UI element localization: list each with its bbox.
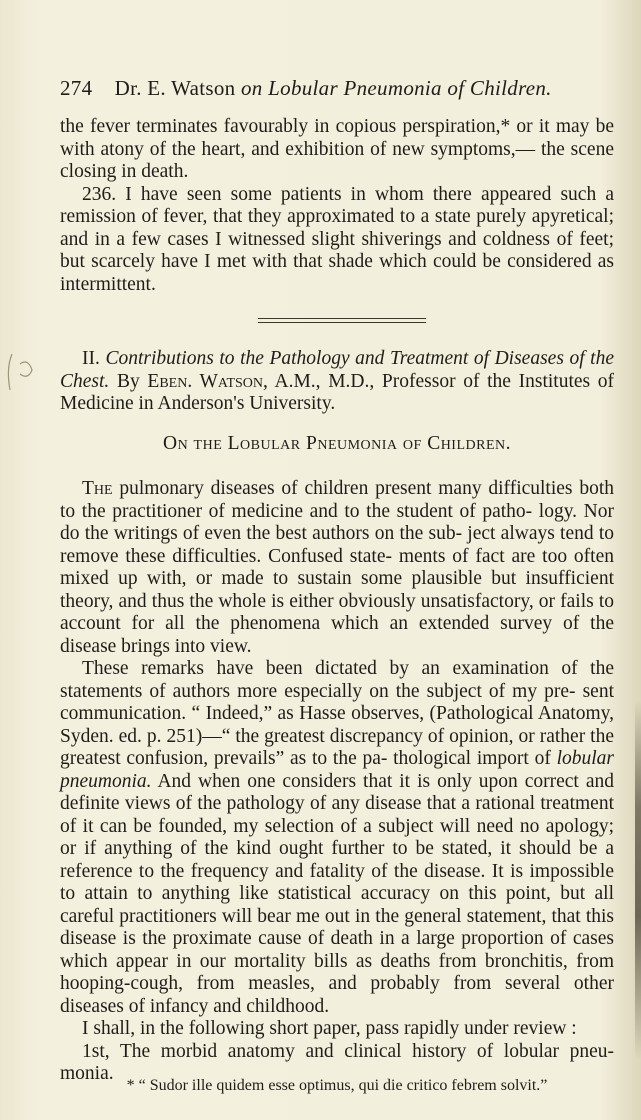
margin-pencil-mark bbox=[2, 350, 38, 394]
header-on: on bbox=[241, 76, 263, 100]
body-paragraph-1-text: pulmonary diseases of children present many difficulties both to the practitioner of medicine and to the student of patho- logy. Nor do the writings of even the best authors on the sub- ject always tend to remove these difficulties. Confused state- ments of fact are too often mixed up with, or made to sustain some plausible but insufficient theory, and thus the whole is either obviously unsatisfactory, or fails to account for all the phenomena which an extended survey of the disease brings into view. bbox=[60, 478, 614, 657]
body-lead-word: The bbox=[82, 478, 113, 499]
article-by: By bbox=[116, 370, 140, 392]
body-paragraph-2 bbox=[60, 658, 614, 1018]
paragraph-235-end: the fever terminates favourably in copious perspiration,* or it may be with atony of the heart, and exhibition of new symptoms,— the scene closing in death. bbox=[60, 116, 614, 182]
article-credentials: A.M., M.D., Professor of the Institutes of Medicine in Anderson's University. bbox=[60, 370, 615, 414]
body-paragraph-2-italic: lobular pneumonia. bbox=[60, 748, 615, 792]
article-author: Eben. Watson, bbox=[147, 370, 268, 392]
article-title: Contributions to the Pathology and Treatment of Diseases of the Chest. bbox=[60, 348, 615, 392]
body-paragraph-4: 1st, The morbid anatomy and clinical history of lobular pneu- monia. bbox=[60, 1040, 614, 1084]
section-divider-top bbox=[258, 318, 426, 319]
article-heading bbox=[60, 348, 614, 416]
body-paragraph-2-a: These remarks have been dictated by an examination of the statements of authors more especially on the subject of my pre- sent communication. “ Indeed,” as Hasse observes, (Pathological Anatomy, Syden. ed. p. 251)—“ the greatest discrepancy of opinion, or rather the greatest confusion, prevails” as to the pa- thological import of bbox=[60, 658, 614, 769]
body-paragraph-1 bbox=[60, 478, 614, 658]
body-paragraph-3: I shall, in the following short paper, pass rapidly under review : bbox=[82, 1018, 577, 1039]
page-edge-shadow bbox=[635, 700, 641, 1060]
article-subtitle: On the Lobular Pneumonia of Children. bbox=[162, 433, 512, 454]
section-divider-bottom bbox=[258, 322, 426, 323]
article-body bbox=[60, 478, 614, 1086]
footnote: * “ Sudor ille quidem esse optimus, qui die critico febrem solvit.” bbox=[126, 1077, 548, 1094]
running-header bbox=[60, 76, 600, 101]
header-title: Lobular Pneumonia of Children. bbox=[268, 76, 552, 100]
previous-article-end bbox=[60, 116, 614, 296]
page-number: 274 bbox=[60, 76, 93, 100]
article-numeral: II. bbox=[82, 348, 100, 369]
paragraph-236: 236. I have seen some patients in whom there appeared such a remission of fever, that they approximated to a state purely apyretical; and in a few cases I witnessed slight shiverings and coldness of feet; but scarcely have I met with that shade which could be considered as intermittent. bbox=[60, 183, 614, 295]
body-paragraph-2-b: And when one considers that it is only upon correct and definite views of the pathology of any disease that a rational treatment of it can be founded, my selection of a subject will need no apology; or if anything of the kind ought further to be stated, it should be a reference to the frequency and fatality of the disease. It is impossible to attain to anything like statistical accuracy on this point, but all careful practitioners will bear me out in the general statement, that this disease is the proximate cause of death in a large proportion of cases which appear in our mortality bills as deaths from bronchitis, from hooping-cough, from measles, and probably from several other diseases of infancy and childhood. bbox=[60, 770, 614, 1017]
header-author: Dr. E. Watson bbox=[114, 76, 236, 100]
